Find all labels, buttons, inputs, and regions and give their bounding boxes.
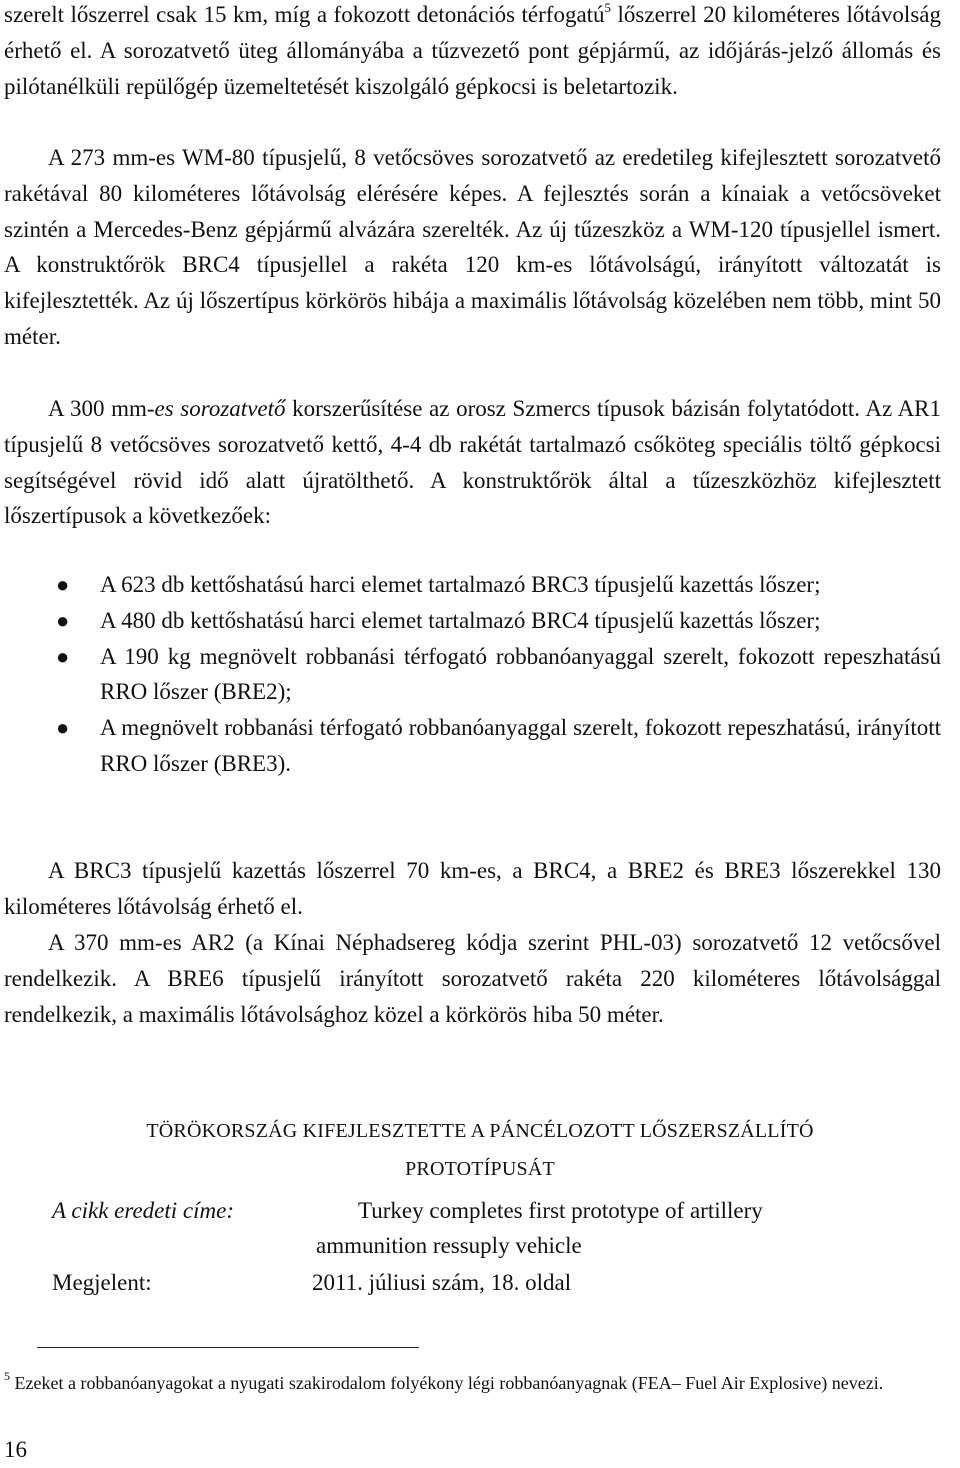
original-title-value-continued: ammunition ressuply vehicle: [316, 1233, 582, 1258]
bullet-icon: ●: [56, 607, 70, 633]
list-item-text: A 480 db kettőshatású harci elemet tartalmazó BRC4 típusjelű kazettás lőszer;: [100, 607, 821, 633]
body-paragraph-2: A 273 mm-es WM-80 típusjelű, 8 vetőcsöves sorozatvető az eredetileg kifejlesztett sorozatvető rakétával 80 kilométeres lőtávolság elérésére képes. A fejlesztés során a kínaiak a vetőcsöveket szintén a Mercedes-Benz gépjármű alvázára szerelték. Az új tűzeszköz a WM-120 típusjellel ismert. A konstruktőrök BRC4 típusjellel a rakéta 120 km-es lőtávolságú, irányított változatát is kifejlesztették. Az új lőszertípus körkörös hibája a maximális lőtávolság közelében nem több, mint 50 méter.: [4, 145, 941, 349]
list-item-text: A 190 kg megnövelt robbanási térfogató robbanóanyaggal szerelt, fokozott repeszhatású RRO lőszer (BRE2);: [100, 643, 941, 705]
body-paragraph-1: [4, 0, 941, 104]
italic-text: es sorozatvető: [154, 396, 286, 421]
original-title-row: [0, 1193, 960, 1265]
bullet-icon: ●: [56, 572, 70, 597]
footnote-text: Ezeket a robbanóanyagokat a nyugati szakirodalom folyékony légi robbanóanyagnak (FEA– Fuel Air Explosive) nevezi.: [10, 1373, 884, 1393]
footnote: [4, 1368, 956, 1398]
paragraph-text: A 300 mm-: [48, 396, 155, 421]
bullet-icon: ●: [56, 715, 70, 741]
section-title-line-1: TÖRÖKORSZÁG KIFEJLESZTETTE A PÁNCÉLOZOTT LŐSZERSZÁLLÍTÓ: [146, 1120, 814, 1142]
footnote-marker: 5: [4, 1369, 10, 1383]
list-item-text: A megnövelt robbanási térfogató robbanóanyaggal szerelt, fokozott repeszhatású, irányított RRO lőszer (BRE3).: [100, 715, 941, 776]
published-value: 2011. júliusi szám, 18. oldal: [312, 1270, 572, 1295]
body-paragraph-5: A 370 mm-es AR2 (a Kínai Néphadsereg kódja szerint PHL-03) sorozatvető 12 vetőcsővel rendelkezik. A BRE6 típusjelű irányított sorozatvető rakéta 220 kilométeres lőtávolsággal rendelkezik, a maximális lőtávolsághoz közel a körkörös hiba 50 méter.: [4, 930, 941, 1027]
page-number: 16: [4, 1437, 27, 1462]
list-item: [4, 639, 941, 711]
paragraph-text: szerelt lőszerrel csak 15 km, míg a fokozott detonációs térfogatú: [4, 2, 605, 27]
list-item-text: A 623 db kettőshatású harci elemet tartalmazó BRC3 típusjelű kazettás lőszer;: [100, 572, 821, 597]
paragraph-text: lőszerrel 20 kilométeres lőtávolság érhető el. A sorozatvető üteg állományába a tűzvezető pont gépjármű, az időjárás-jelző állomás és pilótanélküli repülőgép üzemeltetését kiszolgáló gépkocsi is beletartozik.: [4, 2, 941, 99]
footnote-reference: 5: [604, 0, 612, 15]
original-title-label: A cikk eredeti címe:: [52, 1198, 234, 1223]
body-paragraph-4: A BRC3 típusjelű kazettás lőszerrel 70 km-es, a BRC4, a BRE2 és BRE3 lőszerekkel 130 kilométeres lőtávolság érhető el.: [4, 858, 941, 919]
published-row: [0, 1265, 960, 1301]
original-title-value: Turkey completes first prototype of artillery: [358, 1198, 763, 1223]
bullet-icon: ●: [56, 643, 70, 669]
list-item: [4, 567, 941, 603]
paragraph-text: korszerűsítése az orosz Szmercs típusok bázisán folytatódott. Az AR1 típusjelű 8 vetőcsöves sorozatvető kettő, 4-4 db rakétát tartalmazó csőköteg speciális töltő gépkocsi segítségével rövid idő alatt újratölthető. A konstruktőrök által a tűzeszközhöz kifejlesztett lőszertípusok a következőek:: [4, 396, 942, 529]
list-item: [4, 603, 941, 639]
footnote-separator: [37, 1347, 419, 1348]
published-label: Megjelent:: [52, 1270, 152, 1295]
section-title-line-2: PROTOTÍPUSÁT: [405, 1158, 555, 1180]
body-paragraph-3: [4, 391, 941, 534]
list-item: [4, 710, 941, 782]
ammunition-list: [4, 567, 941, 782]
